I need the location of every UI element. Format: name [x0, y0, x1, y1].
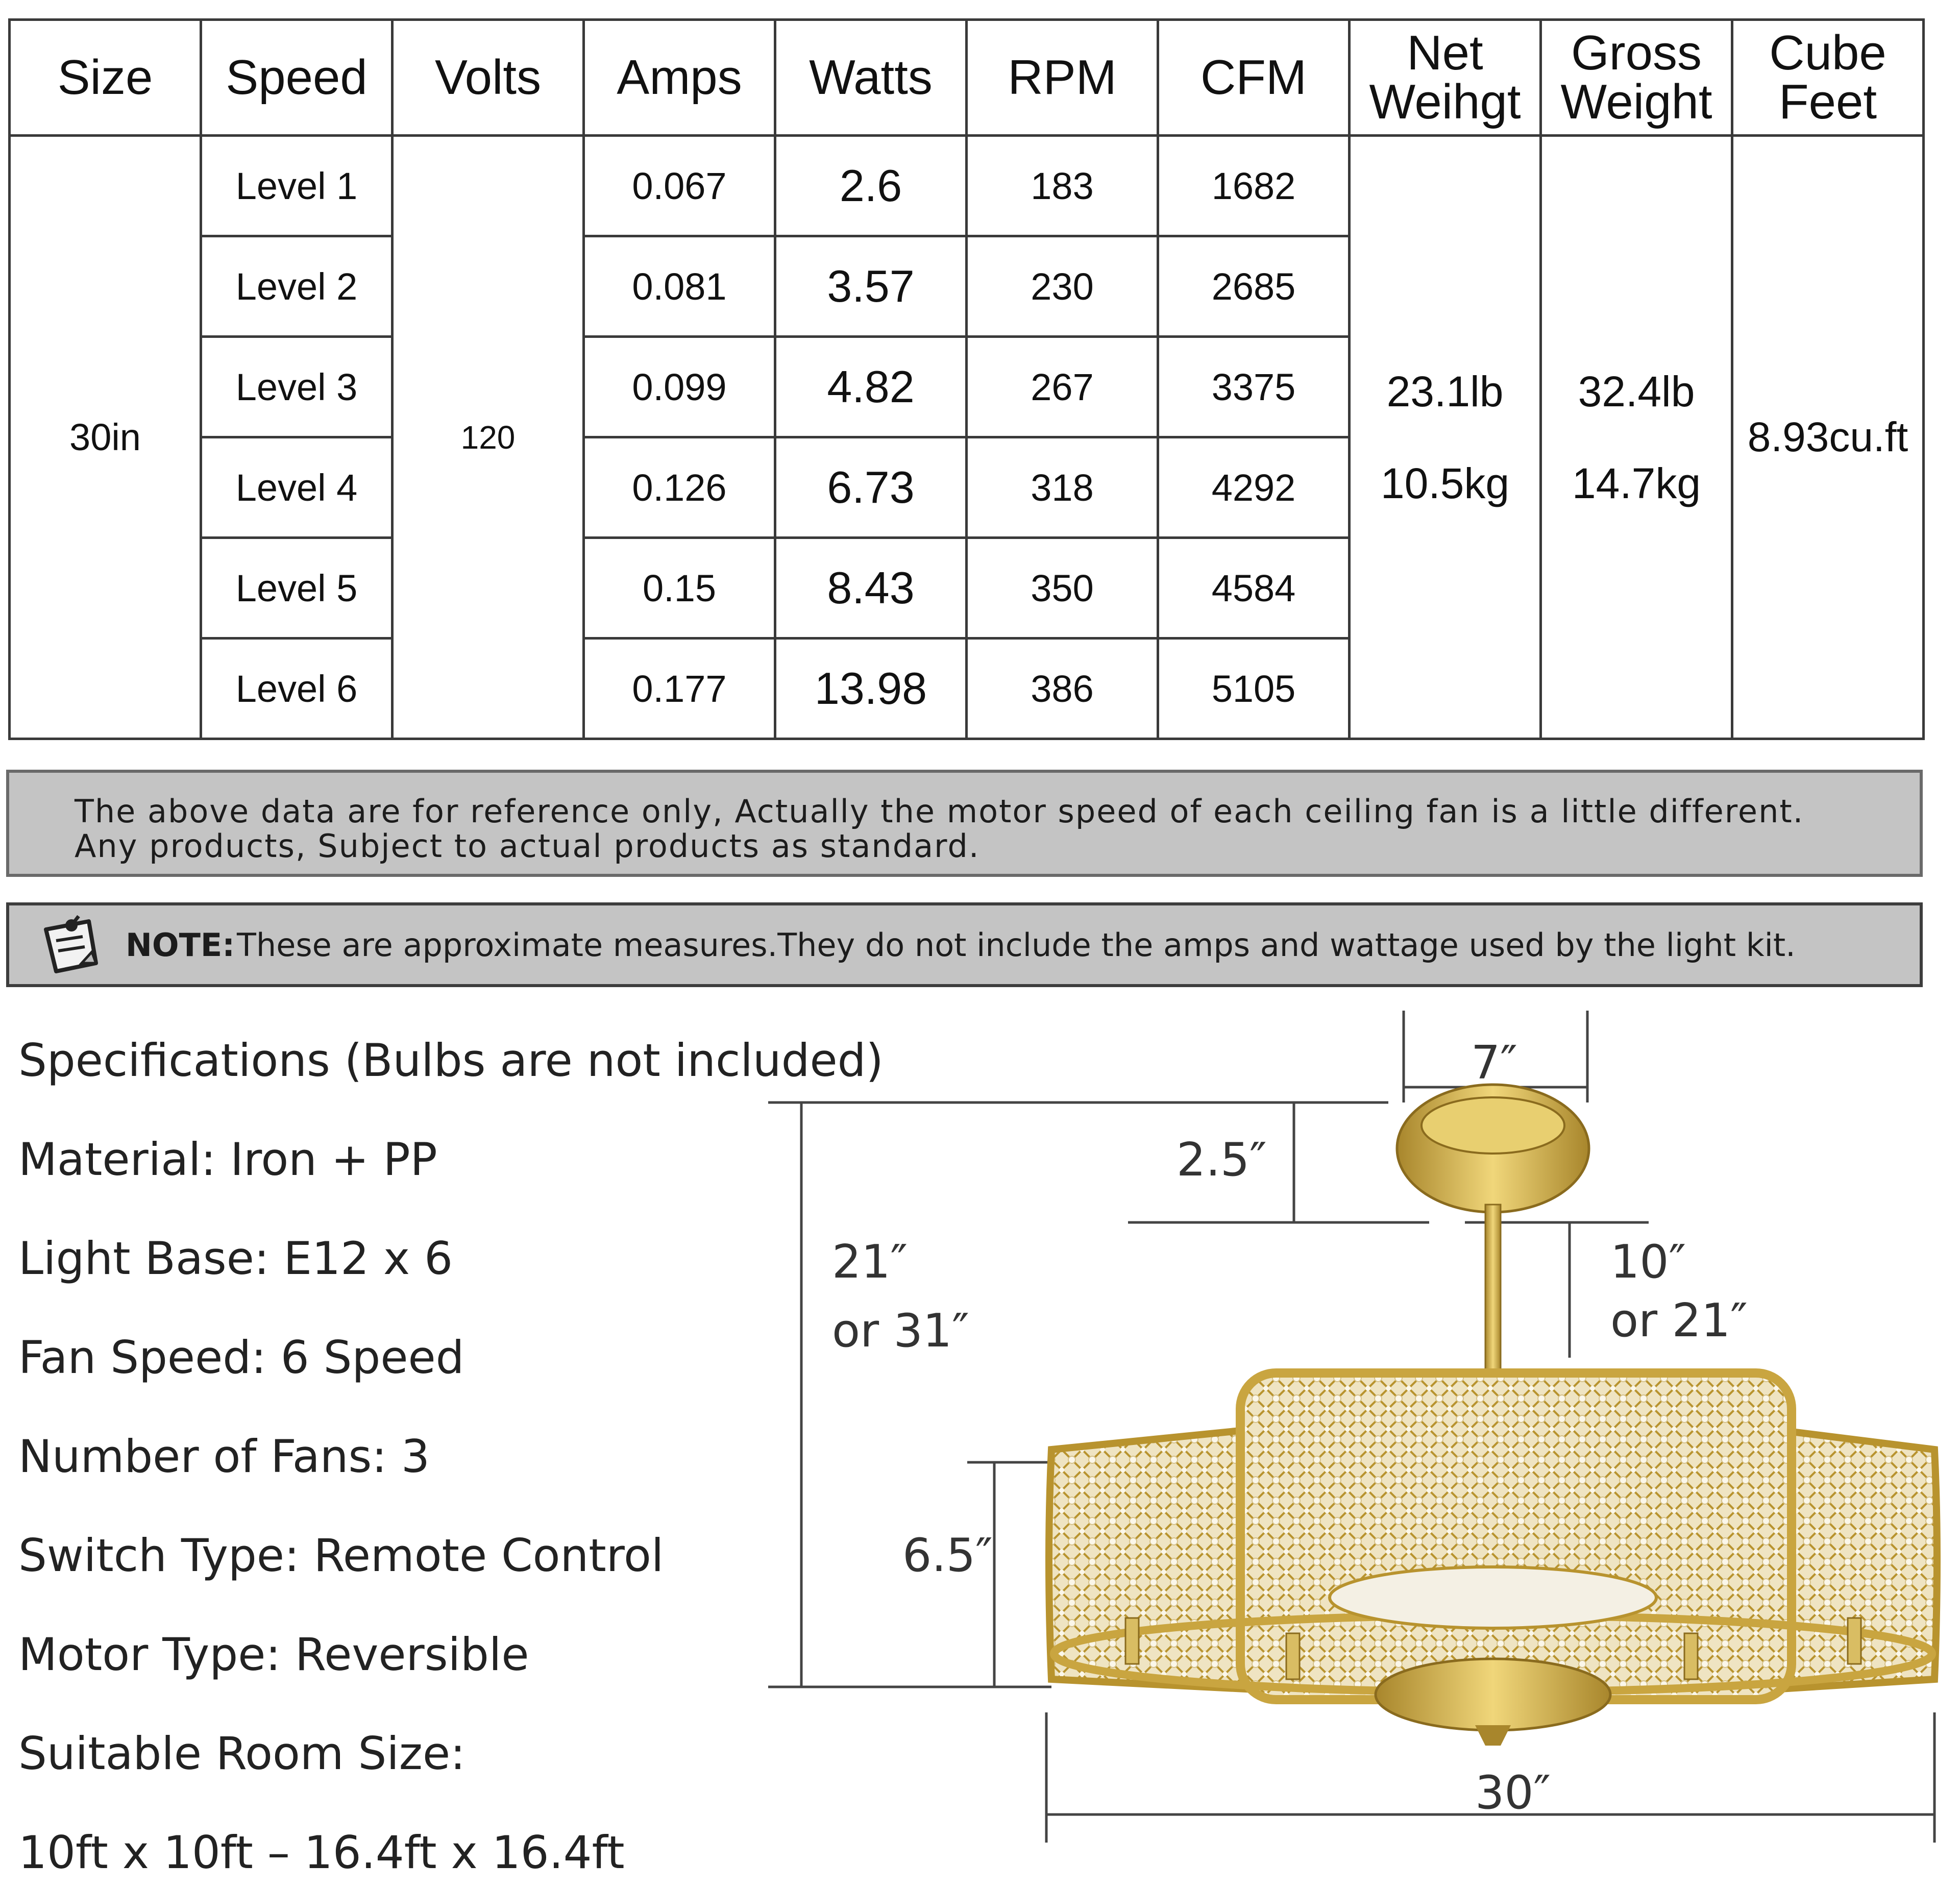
amps-cell: 0.126 — [584, 437, 775, 538]
rpm-cell: 267 — [967, 337, 1158, 437]
amps-cell: 0.081 — [584, 236, 775, 337]
cfm-cell: 1682 — [1158, 136, 1350, 236]
rpm-cell: 386 — [967, 639, 1158, 739]
crystal-cage — [1049, 1373, 1937, 1746]
cfm-cell: 2685 — [1158, 236, 1350, 337]
dimension-canopy-width: 7″ — [1471, 1036, 1517, 1090]
header-size: Size — [10, 20, 201, 136]
watts-cell: 8.43 — [775, 538, 967, 639]
dimension-downrod-2: or 21″ — [1610, 1294, 1748, 1347]
watts-cell: 2.6 — [775, 136, 967, 236]
volts-cell: 120 — [393, 136, 584, 739]
watts-cell: 13.98 — [775, 639, 967, 739]
speed-cell: Level 5 — [201, 538, 393, 639]
rpm-cell: 318 — [967, 437, 1158, 538]
dimension-total-height-1: 21″ — [832, 1235, 908, 1289]
downrod — [1485, 1205, 1501, 1373]
cfm-cell: 4584 — [1158, 538, 1350, 639]
spec-room-size-value: 10ft x 10ft – 16.4ft x 16.4ft — [18, 1826, 625, 1879]
net-weight-lb: 23.1lb — [1386, 367, 1504, 415]
amps-cell: 0.067 — [584, 136, 775, 236]
header-net-weight-line1: Net — [1407, 26, 1483, 80]
watts-cell: 4.82 — [775, 337, 967, 437]
header-rpm: RPM — [967, 20, 1158, 136]
spec-switch-type: Switch Type: Remote Control — [18, 1529, 664, 1582]
dimension-diameter: 30″ — [1475, 1766, 1551, 1820]
rpm-cell: 230 — [967, 236, 1158, 337]
speed-cell: Level 2 — [201, 236, 393, 337]
speed-cell: Level 1 — [201, 136, 393, 236]
size-cell: 30in — [10, 136, 201, 739]
note-text: These are approximate measures.They do not include the amps and wattage used by the light kit. — [237, 926, 1796, 964]
watts-cell: 6.73 — [775, 437, 967, 538]
header-net-weight-line2: Weihgt — [1369, 75, 1521, 129]
header-cube-feet-line1: Cube — [1769, 26, 1886, 80]
spec-fan-speed: Fan Speed: 6 Speed — [18, 1331, 464, 1384]
header-gross-weight-line1: Gross — [1571, 26, 1702, 80]
rpm-cell: 183 — [967, 136, 1158, 236]
rpm-cell: 350 — [967, 538, 1158, 639]
dimension-total-height-2: or 31″ — [832, 1304, 969, 1358]
cube-feet-cell: 8.93cu.ft — [1732, 136, 1924, 739]
header-watts: Watts — [775, 20, 967, 136]
dimension-canopy-height: 2.5″ — [1177, 1133, 1267, 1187]
header-cfm: CFM — [1158, 20, 1350, 136]
cfm-cell: 4292 — [1158, 437, 1350, 538]
spec-motor-type: Motor Type: Reversible — [18, 1628, 529, 1681]
gross-weight-lb: 32.4lb — [1578, 367, 1695, 415]
spec-number-of-fans: Number of Fans: 3 — [18, 1430, 430, 1483]
cfm-cell: 5105 — [1158, 639, 1350, 739]
header-gross-weight-line2: Weight — [1560, 75, 1712, 129]
dimension-cage-height: 6.5″ — [902, 1529, 993, 1582]
speed-cell: Level 3 — [201, 337, 393, 437]
watts-cell: 3.57 — [775, 236, 967, 337]
spec-room-size-label: Suitable Room Size: — [18, 1727, 465, 1780]
spec-material: Material: Iron + PP — [18, 1133, 437, 1186]
spec-light-base: Light Base: E12 x 6 — [18, 1232, 453, 1285]
amps-cell: 0.099 — [584, 337, 775, 437]
header-volts: Volts — [393, 20, 584, 136]
header-cube-feet-line2: Feet — [1778, 75, 1877, 129]
cfm-cell: 3375 — [1158, 337, 1350, 437]
amps-cell: 0.15 — [584, 538, 775, 639]
speed-cell: Level 4 — [201, 437, 393, 538]
reference-line-1: The above data are for reference only, Actually the motor speed of each ceiling fan is a little different. — [75, 793, 1804, 830]
note-label: NOTE: — [126, 926, 235, 964]
amps-cell: 0.177 — [584, 639, 775, 739]
net-weight-kg: 10.5kg — [1380, 459, 1510, 507]
fan-canopy — [1397, 1085, 1589, 1212]
dimension-downrod-1: 10″ — [1610, 1235, 1686, 1289]
reference-line-2: Any products, Subject to actual products as standard. — [75, 827, 980, 865]
speed-cell: Level 6 — [201, 639, 393, 739]
header-speed: Speed — [201, 20, 393, 136]
header-amps: Amps — [584, 20, 775, 136]
specifications-title: Specifications (Bulbs are not included) — [18, 1034, 884, 1087]
gross-weight-kg: 14.7kg — [1572, 459, 1701, 507]
